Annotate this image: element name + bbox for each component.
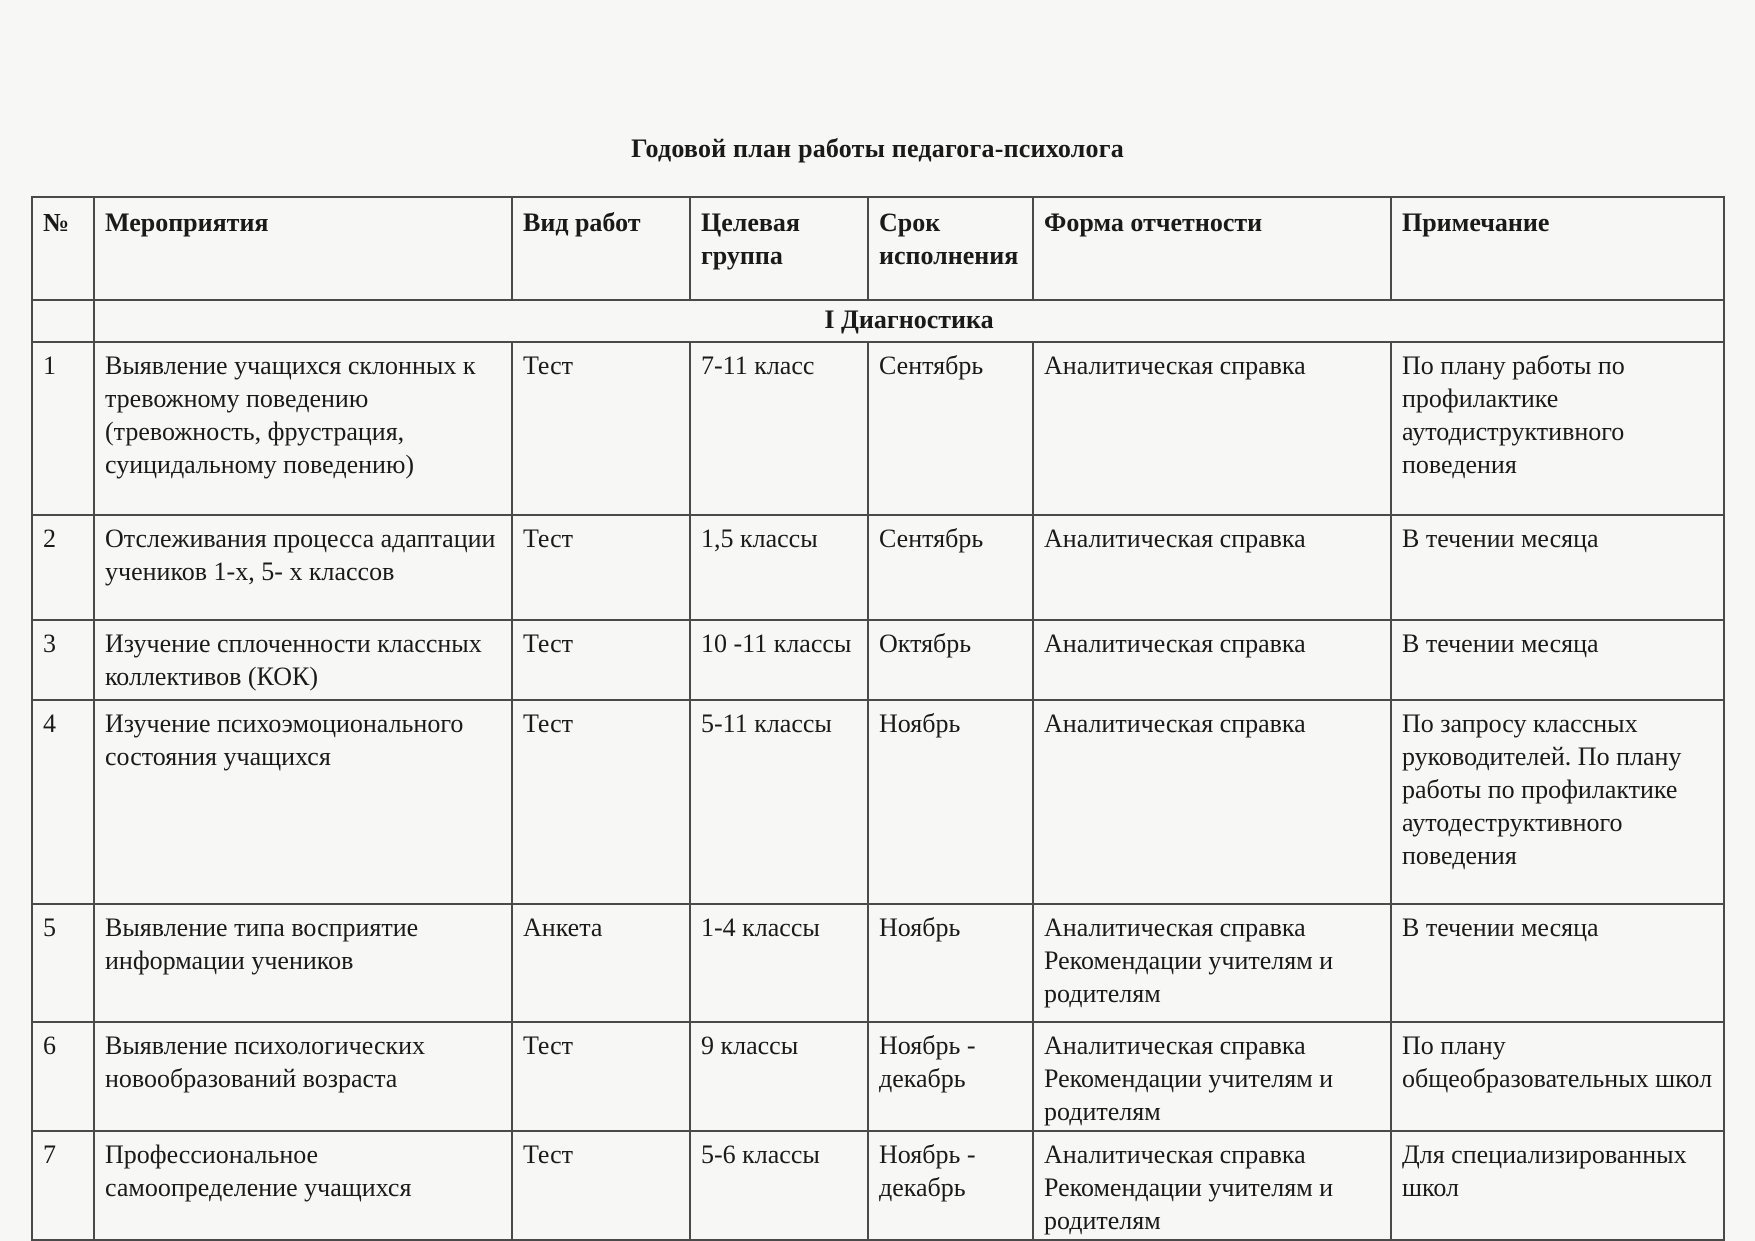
row-number: 6 — [32, 1022, 94, 1131]
term-cell: Ноябрь — [868, 700, 1033, 904]
type-cell: Тест — [512, 515, 690, 620]
type-cell: Тест — [512, 700, 690, 904]
term-cell: Ноябрь - декабрь — [868, 1022, 1033, 1131]
report-cell: Аналитическая справка Рекомендации учителям и родителям — [1033, 1131, 1391, 1240]
term-cell: Ноябрь — [868, 904, 1033, 1022]
report-cell: Аналитическая справка — [1033, 342, 1391, 515]
section-row — [32, 300, 1724, 342]
report-cell: Аналитическая справка — [1033, 515, 1391, 620]
group-cell: 5-6 классы — [690, 1131, 868, 1240]
type-cell: Тест — [512, 1022, 690, 1131]
column-header-type: Вид работ — [512, 197, 690, 300]
term-cell: Ноябрь - декабрь — [868, 1131, 1033, 1240]
row-number: 1 — [32, 342, 94, 515]
event-cell: Отслеживания процесса адаптации учеников 1-х, 5- х классов — [94, 515, 512, 620]
note-cell: По плану общеобразовательных школ — [1391, 1022, 1724, 1131]
column-header-num: № — [32, 197, 94, 300]
event-cell: Выявление учащихся склонных к тревожному поведению (тревожность, фрустрация, суицидальному поведению) — [94, 342, 512, 515]
group-cell: 7-11 класс — [690, 342, 868, 515]
column-header-report: Форма отчетности — [1033, 197, 1391, 300]
term-cell: Сентябрь — [868, 515, 1033, 620]
row-number: 4 — [32, 700, 94, 904]
plan-table — [31, 196, 1725, 1241]
group-cell: 1,5 классы — [690, 515, 868, 620]
row-number: 2 — [32, 515, 94, 620]
report-cell: Аналитическая справка Рекомендации учителям и родителям — [1033, 1022, 1391, 1131]
event-cell: Изучение сплоченности классных коллективов (КОК) — [94, 620, 512, 700]
table-row — [32, 700, 1724, 904]
note-cell: По плану работы по профилактике аутодиструктивного поведения — [1391, 342, 1724, 515]
report-cell: Аналитическая справка — [1033, 700, 1391, 904]
note-cell: В течении месяца — [1391, 515, 1724, 620]
section-title: I Диагностика — [94, 300, 1724, 342]
group-cell: 1-4 классы — [690, 904, 868, 1022]
table-header-row — [32, 197, 1724, 300]
report-cell: Аналитическая справка Рекомендации учителям и родителям — [1033, 904, 1391, 1022]
type-cell: Тест — [512, 620, 690, 700]
column-header-event: Мероприятия — [94, 197, 512, 300]
term-cell: Сентябрь — [868, 342, 1033, 515]
table-row — [32, 515, 1724, 620]
page-title: Годовой план работы педагога-психолога — [631, 134, 1124, 163]
column-header-term: Срок исполнения — [868, 197, 1033, 300]
row-number: 5 — [32, 904, 94, 1022]
table-row — [32, 904, 1724, 1022]
note-cell: В течении месяца — [1391, 904, 1724, 1022]
table-row — [32, 1022, 1724, 1131]
table-row — [32, 342, 1724, 515]
table-row — [32, 1131, 1724, 1240]
term-cell: Октябрь — [868, 620, 1033, 700]
note-cell: По запросу классных руководителей. По плану работы по профилактике аутодеструктивного поведения — [1391, 700, 1724, 904]
row-number: 3 — [32, 620, 94, 700]
group-cell: 9 классы — [690, 1022, 868, 1131]
event-cell: Выявление типа восприятие информации учеников — [94, 904, 512, 1022]
event-cell: Изучение психоэмоционального состояния учащихся — [94, 700, 512, 904]
event-cell: Профессиональное самоопределение учащихся — [94, 1131, 512, 1240]
table-row — [32, 620, 1724, 700]
column-header-note: Примечание — [1391, 197, 1724, 300]
type-cell: Тест — [512, 1131, 690, 1240]
row-number: 7 — [32, 1131, 94, 1240]
group-cell: 5-11 классы — [690, 700, 868, 904]
column-header-group: Целевая группа — [690, 197, 868, 300]
note-cell: Для специализированных школ — [1391, 1131, 1724, 1240]
group-cell: 10 -11 классы — [690, 620, 868, 700]
type-cell: Анкета — [512, 904, 690, 1022]
section-empty-cell — [32, 300, 94, 342]
report-cell: Аналитическая справка — [1033, 620, 1391, 700]
type-cell: Тест — [512, 342, 690, 515]
note-cell: В течении месяца — [1391, 620, 1724, 700]
event-cell: Выявление психологических новообразований возраста — [94, 1022, 512, 1131]
